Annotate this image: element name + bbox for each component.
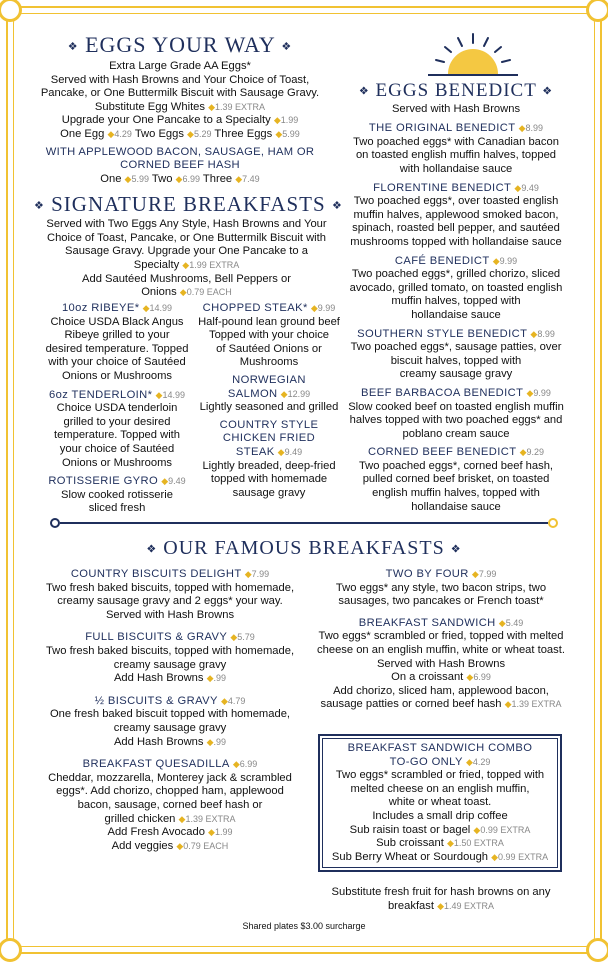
option-price: 5.99 <box>282 128 300 139</box>
add-on-price: .99 <box>213 673 227 684</box>
eggs-your-way-section <box>30 32 330 186</box>
add-on-label: Add Hash Browns <box>113 735 204 748</box>
item-desc: hollandaise sauce <box>411 308 501 321</box>
item-desc: creamy sausage gravy <box>399 368 513 381</box>
item-price: 9.99 <box>533 387 551 398</box>
item-name: BREAKFAST SANDWICH <box>358 616 496 629</box>
option-label: Three <box>202 172 233 185</box>
menu-item <box>197 302 341 370</box>
option-price: 1.39 EXTRA <box>215 101 266 112</box>
item-desc: Add chorizo, sliced ham, applewood bacon, <box>333 684 549 697</box>
diamond-icon: ◆ <box>230 632 238 643</box>
benedict-list <box>340 122 572 514</box>
egg-count-prices <box>30 128 330 142</box>
option-label: Substitute Egg Whites <box>94 100 205 113</box>
menu-item <box>340 446 572 514</box>
menu-item <box>197 419 341 501</box>
item-desc: Topped with your choice <box>208 329 330 342</box>
desc-line: Pancake, or One Buttermilk Biscuit with Sausage Gravy. <box>40 87 320 100</box>
desc-line: Sausage Gravy. Upgrade your One Pancake to a <box>65 245 308 258</box>
add-on-price: .99 <box>213 736 227 747</box>
diamond-icon: ◆ <box>187 128 194 139</box>
option-price: 5.99 <box>131 173 149 184</box>
item-desc: creamy sausage gravy and 2 eggs* your way. <box>57 595 283 608</box>
diamond-icon: ◆ <box>182 259 190 270</box>
note-line: Substitute fresh fruit for hash browns on any <box>331 886 551 898</box>
diamond-icon: ◆ <box>491 851 499 862</box>
corner-ornament <box>0 938 22 962</box>
menu-item <box>34 631 306 685</box>
add-on-price: 0.99 EXTRA <box>498 851 549 862</box>
option-price: 1.99 EXTRA <box>189 259 240 270</box>
diamond-icon: ◆ <box>277 446 285 457</box>
item-price: 14.99 <box>162 389 185 400</box>
item-name: THE ORIGINAL BENEDICT <box>368 122 516 135</box>
famous-title-text: OUR FAMOUS BREAKFASTS <box>163 537 445 559</box>
menu-item <box>340 328 572 382</box>
item-desc: poblano cream sauce <box>402 427 510 440</box>
item-desc: pulled corned beef brisket, on toasted <box>362 473 550 486</box>
item-price: 7.99 <box>478 569 497 579</box>
item-desc: Two poached eggs*, grilled chorizo, sliced <box>351 268 561 281</box>
diamond-icon: ◆ <box>161 476 169 487</box>
desc-line: Extra Large Grade AA Eggs* <box>109 59 251 72</box>
item-name: ½ BISCUITS & GRAVY <box>94 694 218 707</box>
item-desc: Two fresh baked biscuits, topped with homemade, <box>45 644 295 657</box>
item-desc: halves topped with two poached eggs* and <box>349 414 563 427</box>
eggs-your-way-title <box>30 32 330 60</box>
eggs-benedict-subtitle: Served with Hash Browns <box>391 102 521 115</box>
item-desc: grilled chicken <box>104 812 176 825</box>
item-name: CHOPPED STEAK* <box>202 302 308 314</box>
famous-right-column <box>306 568 576 712</box>
item-price: 5.49 <box>505 617 524 628</box>
item-desc: Mushrooms <box>239 356 299 369</box>
diamond-icon: ◆ <box>206 673 214 684</box>
famous-title <box>0 536 608 561</box>
item-price: 5.79 <box>237 632 255 643</box>
combo-box <box>322 742 558 864</box>
item-desc: with your choice of Sautéed <box>48 356 186 369</box>
diamond-icon: ◆ <box>465 756 473 767</box>
sunrise-icon <box>418 30 528 80</box>
add-on-label: Add Hash Browns <box>113 672 204 685</box>
fruit-substitute-note <box>306 886 576 913</box>
diamond-icon: ❖ <box>281 40 293 53</box>
item-desc: cheese on an english muffin, white or wheat toast. <box>317 643 565 656</box>
desc-line: Served with Hash Browns and Your Choice of Toast, <box>50 73 310 86</box>
option-price: 1.99 <box>280 115 299 126</box>
menu-item <box>36 302 198 384</box>
menu-item <box>34 695 306 749</box>
option-label: One Egg <box>60 127 105 140</box>
diamond-icon: ◆ <box>155 389 163 400</box>
item-desc: grilled to your desired <box>63 415 171 428</box>
diamond-icon: ◆ <box>107 128 115 139</box>
eggs-benedict-title-text: EGGS BENEDICT <box>375 80 537 101</box>
item-name: ROTISSERIE GYRO <box>48 475 159 488</box>
menu-item <box>197 374 341 415</box>
item-desc: sausage gravy <box>232 486 306 499</box>
item-price: 4.29 <box>472 756 491 767</box>
item-desc: Two fresh baked biscuits, topped with homemade, <box>45 581 295 594</box>
eggs-benedict-title <box>340 80 572 103</box>
item-desc: spinach, roasted bell pepper, and sautéed <box>352 222 560 235</box>
add-on-label: Sub raisin toast or bagel <box>349 823 471 836</box>
item-name: BREAKFAST SANDWICH COMBO <box>347 742 533 754</box>
option-label: One <box>100 172 122 185</box>
diamond-icon: ◆ <box>280 388 288 399</box>
item-desc: english muffin halves, topped with <box>372 487 540 500</box>
diamond-icon: ◆ <box>473 824 481 835</box>
item-name: COUNTRY BISCUITS DELIGHT <box>70 568 242 580</box>
note-price: 1.49 EXTRA <box>444 900 495 911</box>
option-price: 4.29 <box>114 128 132 139</box>
item-price: 12.99 <box>287 388 311 399</box>
diamond-icon: ◆ <box>208 827 215 838</box>
diamond-icon: ◆ <box>492 255 500 266</box>
add-on-price: 1.99 <box>214 827 233 838</box>
diamond-icon: ◆ <box>273 115 281 126</box>
item-desc: muffin halves, topped with <box>391 295 521 308</box>
diamond-icon: ◆ <box>498 617 506 628</box>
option-price: 0.79 EACH <box>186 287 232 298</box>
signature-title-text: SIGNATURE BREAKFASTS <box>51 192 326 216</box>
signature-section <box>34 192 343 300</box>
item-price: 4.79 <box>227 695 246 706</box>
item-price: 7.99 <box>251 569 270 579</box>
item-desc: creamy sausage gravy <box>113 721 227 734</box>
option-label: Two Eggs <box>134 127 184 140</box>
meat-option-line: CORNED BEEF HASH <box>120 159 240 172</box>
menu-item <box>36 475 198 516</box>
item-desc: Cheddar, mozzarella, Monterey jack & scrambled <box>48 771 292 784</box>
item-desc: Two poached eggs*, over toasted english <box>353 195 559 208</box>
item-price: 9.49 <box>168 476 186 487</box>
item-name: BREAKFAST QUESADILLA <box>82 758 230 771</box>
diamond-icon: ◆ <box>232 759 240 770</box>
add-on-price: 0.79 EACH <box>183 840 229 851</box>
diamond-icon: ◆ <box>235 173 243 184</box>
menu-item <box>36 389 198 471</box>
diamond-icon: ◆ <box>437 900 445 911</box>
item-desc: Served with Hash Browns <box>376 657 506 670</box>
add-on-label: On a croissant <box>391 671 464 684</box>
item-desc: creamy sausage gravy <box>113 658 227 671</box>
add-on-price: 1.50 EXTRA <box>453 838 504 849</box>
item-desc: with hollandaise sauce <box>399 163 513 176</box>
diamond-icon: ◆ <box>519 447 527 458</box>
item-name: BEEF BARBACOA BENEDICT <box>361 386 524 399</box>
desc-line: Served with Two Eggs Any Style, Hash Browns and Your <box>46 218 327 231</box>
item-desc: One fresh baked biscuit topped with homemade, <box>49 708 291 721</box>
item-desc: mushrooms topped with hollandaise sauce <box>350 235 562 248</box>
item-name: 10oz RIBEYE* <box>61 302 140 314</box>
eggs-benedict-section <box>340 80 572 519</box>
add-on-label: Add Fresh Avocado <box>107 826 205 839</box>
eggs-your-way-desc <box>30 60 330 186</box>
diamond-icon: ◆ <box>518 123 526 134</box>
section-divider <box>60 522 548 524</box>
add-on-label: Add veggies <box>111 839 174 852</box>
diamond-icon: ❖ <box>542 85 554 98</box>
signature-right-column <box>197 302 341 500</box>
item-desc: Onions or Mushrooms <box>61 369 173 382</box>
option-price: 6.99 <box>182 173 200 184</box>
desc-line <box>34 286 339 300</box>
item-desc: muffin halves, applewood smoked bacon, <box>353 208 559 221</box>
item-desc: white or wheat toast. <box>388 796 492 809</box>
item-desc: Two eggs* any style, two bacon strips, two <box>335 581 547 594</box>
item-desc: Two eggs* scrambled or fried, topped with <box>335 769 545 782</box>
item-desc: eggs*. Add chorizo, chopped ham, applewood <box>56 785 284 798</box>
item-desc: sausages, two pancakes or French toast* <box>338 595 544 608</box>
item-name: SOUTHERN STYLE BENEDICT <box>357 327 528 340</box>
option-label: Two <box>151 172 173 185</box>
item-desc: biscuit halves, topped with <box>390 354 522 367</box>
item-desc: on toasted english muffin halves, topped <box>355 149 557 162</box>
item-price: 9.49 <box>284 446 303 457</box>
desc-line <box>34 259 339 273</box>
diamond-icon: ❖ <box>450 543 462 556</box>
item-name: FLORENTINE BENEDICT <box>373 181 512 194</box>
item-desc: of Sautéed Onions or <box>216 342 322 355</box>
diamond-icon: ❖ <box>331 200 343 213</box>
note-line: breakfast <box>387 899 434 912</box>
corner-ornament <box>586 0 608 22</box>
item-desc: hollandaise sauce <box>411 500 501 513</box>
item-price: 6.99 <box>239 759 258 770</box>
diamond-icon: ◆ <box>178 813 186 824</box>
menu-item <box>340 387 572 441</box>
diamond-icon: ◆ <box>446 838 454 849</box>
divider-ring-left <box>50 518 60 528</box>
shared-plates-note: Shared plates $3.00 surcharge <box>242 921 366 931</box>
menu-item <box>34 568 306 622</box>
eggs-your-way-title-text: EGGS YOUR WAY <box>85 32 275 57</box>
menu-item <box>340 122 572 176</box>
diamond-icon: ◆ <box>179 287 187 298</box>
item-desc: Includes a small drip coffee <box>372 809 508 822</box>
diamond-icon: ◆ <box>220 695 228 706</box>
item-price: 9.29 <box>526 447 545 458</box>
item-desc: topped with homemade <box>210 473 328 486</box>
meat-option-line: WITH APPLEWOOD BACON, SAUSAGE, HAM OR <box>45 145 315 158</box>
item-price: 9.49 <box>521 182 539 193</box>
item-desc: desired temperature. Topped <box>45 342 189 355</box>
signature-title <box>34 192 343 218</box>
item-price: 9.99 <box>499 255 518 266</box>
option-label: Onions <box>141 286 177 299</box>
add-on-label: sausage patties or corned beef hash <box>320 698 502 711</box>
item-price: 8.99 <box>537 328 555 339</box>
option-label: Specialty <box>133 258 180 271</box>
item-desc: bacon, sausage, corned beef hash or <box>77 798 263 811</box>
option-price: 7.49 <box>242 173 260 184</box>
item-desc: Two poached eggs* with Canadian bacon <box>353 135 559 148</box>
desc-line: Choice of Toast, Pancake, or One Buttermilk Biscuit with <box>47 231 326 244</box>
diamond-icon: ❖ <box>34 200 45 213</box>
upgrade-pancake <box>30 114 330 128</box>
signature-left-column <box>36 302 198 516</box>
option-label: Upgrade your One Pancake to a Specialty <box>61 114 271 127</box>
diamond-icon: ❖ <box>67 40 79 53</box>
item-name: TO-GO ONLY <box>389 755 463 768</box>
menu-item <box>340 182 572 250</box>
item-desc: Served with Hash Browns <box>105 608 235 621</box>
add-on-price: 1.39 EXTRA <box>511 699 562 710</box>
diamond-icon: ◆ <box>504 699 512 710</box>
item-name: TWO BY FOUR <box>385 568 469 580</box>
item-desc: temperature. Topped with <box>53 429 181 442</box>
item-desc: Lightly seasoned and grilled <box>199 401 339 414</box>
item-desc: Two poached eggs*, corned beef hash, <box>358 459 554 472</box>
item-name: CAFÉ BENEDICT <box>394 254 490 267</box>
meat-count-prices <box>30 173 330 187</box>
item-desc: Half-pound lean ground beef <box>198 315 340 328</box>
diamond-icon: ◆ <box>175 173 183 184</box>
add-on-price: 0.99 EXTRA <box>480 824 531 835</box>
option-price: 5.29 <box>193 128 212 139</box>
item-name: STEAK <box>235 445 275 458</box>
item-desc: Two eggs* scrambled or fried, topped with melted <box>318 630 564 643</box>
menu-item <box>306 568 576 609</box>
item-name: CORNED BEEF BENEDICT <box>367 446 517 459</box>
divider-ring-right <box>548 518 558 528</box>
diamond-icon: ◆ <box>124 173 132 184</box>
add-on-label: Sub croissant <box>376 837 444 850</box>
substitute-egg-whites <box>30 101 330 115</box>
signature-desc <box>34 218 339 300</box>
menu-item <box>306 617 576 712</box>
diamond-icon: ◆ <box>526 387 534 398</box>
item-desc: Two poached eggs*, sausage patties, over <box>350 341 562 354</box>
diamond-icon: ◆ <box>244 569 252 579</box>
item-name: COUNTRY STYLE <box>219 418 319 431</box>
item-price: 14.99 <box>149 303 173 313</box>
item-desc: Onions or Mushrooms <box>61 456 173 469</box>
item-desc: Slow cooked beef on toasted english muffin <box>348 400 564 413</box>
diamond-icon: ◆ <box>530 328 538 339</box>
item-desc: Choice USDA Black Angus <box>50 315 184 328</box>
diamond-icon: ◆ <box>208 101 216 112</box>
diamond-icon: ◆ <box>142 303 150 313</box>
desc-line: Add Sautéed Mushrooms, Bell Peppers or <box>82 272 291 285</box>
item-name: SALMON <box>227 387 278 400</box>
menu-item <box>340 255 572 323</box>
item-name: 6oz TENDERLOIN* <box>49 388 153 401</box>
item-name: NORWEGIAN <box>232 373 306 386</box>
item-desc: your choice of Sautéed <box>59 442 175 455</box>
item-price: 9.99 <box>317 303 336 313</box>
add-on-label: Sub Berry Wheat or Sourdough <box>331 850 489 863</box>
add-on-price: 6.99 <box>473 672 491 683</box>
diamond-icon: ❖ <box>358 85 370 98</box>
item-name: CHICKEN FRIED <box>222 432 316 445</box>
diamond-icon: ◆ <box>176 840 184 851</box>
famous-left-column <box>34 568 306 853</box>
item-desc: Slow cooked rotisserie <box>61 488 173 501</box>
diamond-icon: ❖ <box>146 543 158 556</box>
diamond-icon: ◆ <box>514 182 522 193</box>
diamond-icon: ◆ <box>466 672 474 683</box>
item-name: FULL BISCUITS & GRAVY <box>85 631 228 644</box>
item-desc: Ribeye grilled to your <box>64 329 170 342</box>
diamond-icon: ◆ <box>310 303 318 313</box>
item-desc: avocado, grilled tomato, on toasted english <box>349 281 563 294</box>
item-desc: Choice USDA tenderloin <box>56 402 178 415</box>
diamond-icon: ◆ <box>471 569 479 579</box>
item-desc: melted cheese on an english muffin, <box>350 782 530 795</box>
corner-ornament <box>586 938 608 962</box>
item-desc: sliced fresh <box>88 502 146 515</box>
item-desc: Lightly breaded, deep-fried <box>202 459 336 472</box>
item-price: 8.99 <box>525 123 544 134</box>
menu-item <box>34 758 306 853</box>
add-on-price: 1.39 EXTRA <box>185 813 236 824</box>
diamond-icon: ◆ <box>206 736 214 747</box>
option-label: Three Eggs <box>214 127 273 140</box>
diamond-icon: ◆ <box>275 128 283 139</box>
